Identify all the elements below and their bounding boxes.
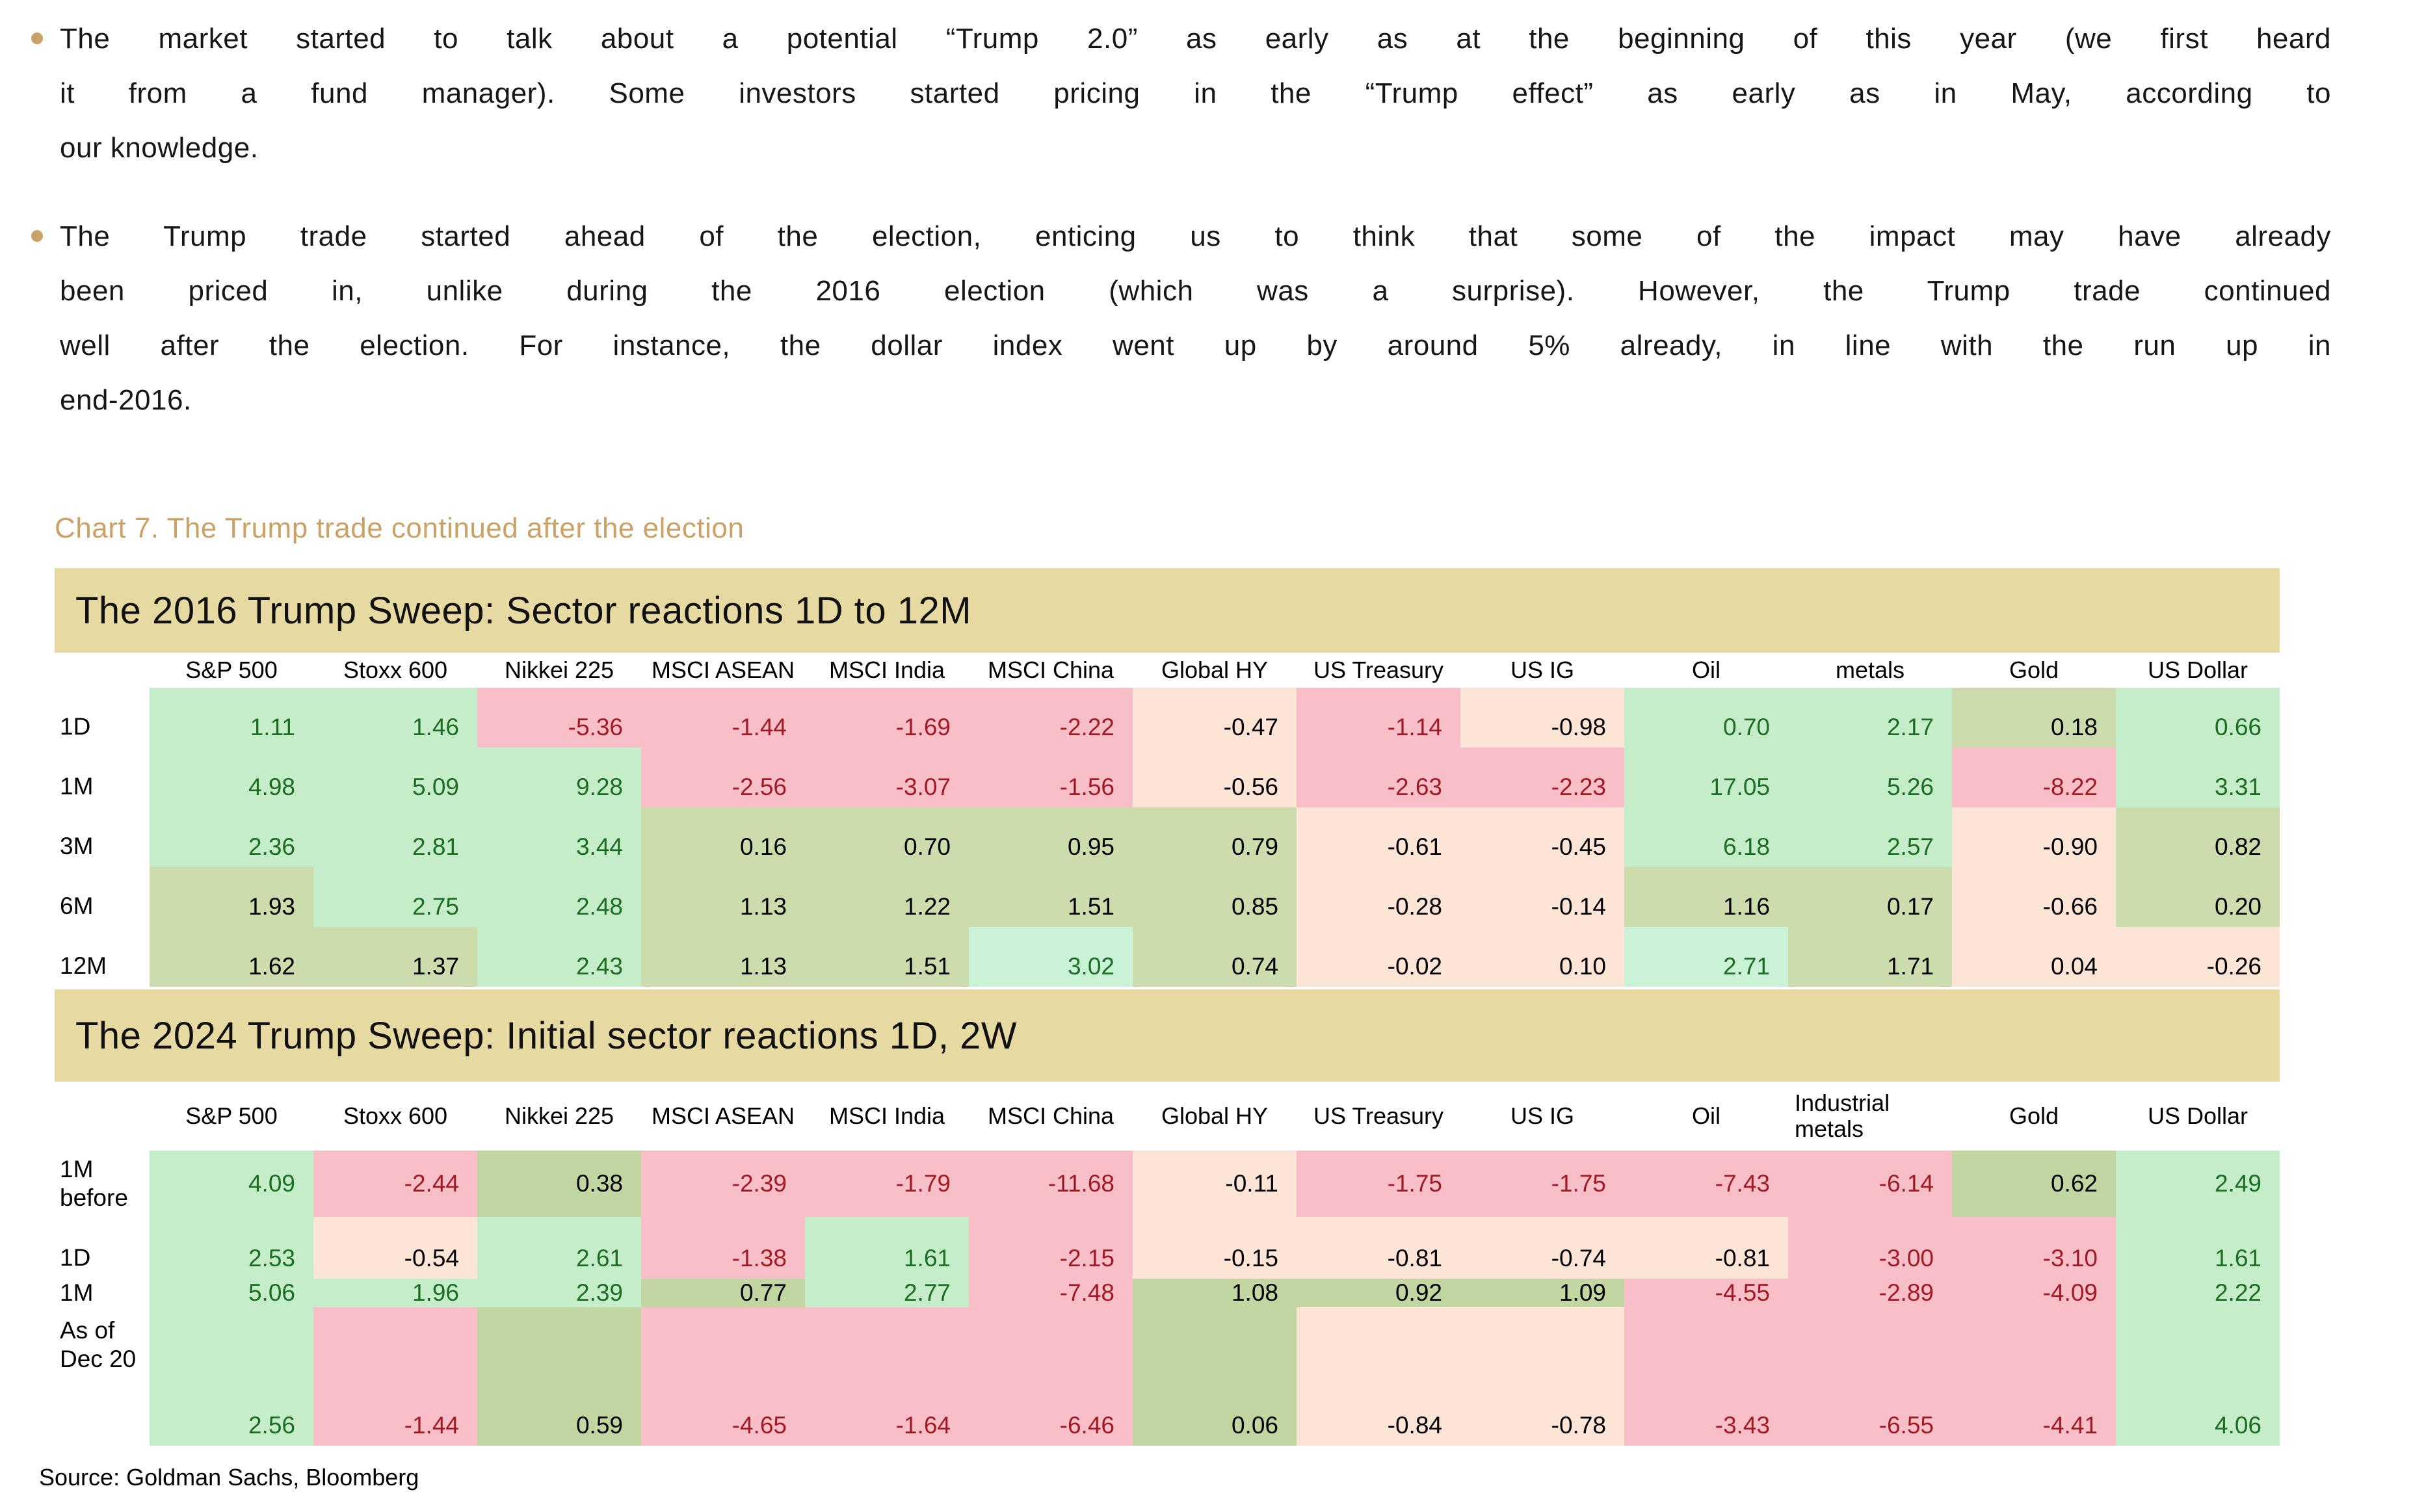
- value-cell: -0.47: [1133, 688, 1297, 748]
- heatmap-table-1: [55, 568, 2280, 987]
- value-cell: 2.71: [1624, 927, 1788, 987]
- bullet-item: [31, 209, 2331, 428]
- table-title: The 2016 Trump Sweep: Sector reactions 1D to 12M: [75, 589, 972, 632]
- column-header: Gold: [2009, 1102, 2059, 1129]
- value-cell: 5.06: [150, 1279, 313, 1307]
- value-cell: -1.75: [1460, 1151, 1624, 1217]
- value-cell: 1.96: [313, 1279, 477, 1307]
- value-cell: -0.66: [1952, 867, 2116, 927]
- value-cell: 0.95: [969, 807, 1133, 867]
- value-cell: -0.74: [1460, 1217, 1624, 1279]
- table-title-band: [55, 989, 2280, 1082]
- value-cell: -0.81: [1624, 1217, 1788, 1279]
- row-label-line: 6M: [60, 893, 94, 920]
- row-label-line: 1D: [60, 1244, 91, 1271]
- bullet-line: The Trump trade started ahead of the election, enticing us to think that some of the impact may have already: [60, 220, 2331, 252]
- value-cell: -7.48: [969, 1279, 1133, 1307]
- row-label: [55, 1307, 150, 1446]
- value-cell: 1.09: [1460, 1279, 1624, 1307]
- value-cell: 1.51: [805, 927, 969, 987]
- row-label: [55, 927, 150, 987]
- value-cell: 2.75: [313, 867, 477, 927]
- column-header: Oil: [1692, 1102, 1721, 1129]
- bullet-line: our knowledge.: [60, 132, 259, 164]
- chart-caption: Chart 7. The Trump trade continued after the election: [55, 512, 745, 544]
- value-cell: -2.22: [969, 688, 1133, 748]
- value-cell: -0.26: [2116, 927, 2280, 987]
- column-header: US Treasury: [1313, 1102, 1444, 1129]
- heatmap-grid: [55, 1082, 2280, 1446]
- value-cell: 0.59: [477, 1307, 641, 1446]
- value-cell: 0.79: [1133, 807, 1297, 867]
- value-cell: 3.44: [477, 807, 641, 867]
- bullet-dot: [31, 230, 43, 242]
- value-cell: 0.10: [1460, 927, 1624, 987]
- value-cell: 1.61: [805, 1217, 969, 1279]
- value-cell: 4.09: [150, 1151, 313, 1217]
- column-header: Nikkei 225: [504, 1102, 614, 1129]
- value-cell: 1.08: [1133, 1279, 1297, 1307]
- value-cell: -5.36: [477, 688, 641, 748]
- value-cell: 2.53: [150, 1217, 313, 1279]
- column-header: US Dollar: [2147, 656, 2248, 683]
- value-cell: -1.56: [969, 748, 1133, 807]
- column-header: Industrial metals: [1795, 1089, 1890, 1142]
- value-cell: 1.37: [313, 927, 477, 987]
- row-label: [55, 807, 150, 867]
- bullet-line: well after the election. For instance, the dollar index went up by around 5% already, in line with the run up in: [60, 330, 2331, 361]
- value-cell: 2.57: [1788, 807, 1952, 867]
- value-cell: 2.17: [1788, 688, 1952, 748]
- value-cell: 0.74: [1133, 927, 1297, 987]
- row-label-line: before: [60, 1184, 128, 1211]
- tables-area: [55, 568, 2280, 1446]
- value-cell: -0.90: [1952, 807, 2116, 867]
- value-cell: 0.17: [1788, 867, 1952, 927]
- value-cell: -0.84: [1297, 1307, 1460, 1446]
- value-cell: -0.98: [1460, 688, 1624, 748]
- value-cell: -6.14: [1788, 1151, 1952, 1217]
- value-cell: 4.06: [2116, 1307, 2280, 1446]
- value-cell: 2.22: [2116, 1279, 2280, 1307]
- value-cell: -3.10: [1952, 1217, 2116, 1279]
- row-label-line: 1M: [60, 773, 94, 800]
- value-cell: 0.85: [1133, 867, 1297, 927]
- column-header: MSCI India: [828, 656, 945, 683]
- row-label: [55, 1151, 150, 1217]
- value-cell: -7.43: [1624, 1151, 1788, 1217]
- corner-cell: [55, 653, 150, 688]
- value-cell: 2.77: [805, 1279, 969, 1307]
- value-cell: 1.16: [1624, 867, 1788, 927]
- column-header: Stoxx 600: [343, 1102, 448, 1129]
- value-cell: -6.46: [969, 1307, 1133, 1446]
- value-cell: -1.69: [805, 688, 969, 748]
- column-header: Gold: [2009, 656, 2059, 683]
- row-label-line: 3M: [60, 833, 94, 860]
- column-header: US IG: [1510, 1102, 1574, 1129]
- value-cell: 1.71: [1788, 927, 1952, 987]
- value-cell: -2.15: [969, 1217, 1133, 1279]
- column-header: MSCI China: [987, 656, 1114, 683]
- value-cell: 17.05: [1624, 748, 1788, 807]
- value-cell: 1.93: [150, 867, 313, 927]
- row-label: [55, 1279, 150, 1307]
- bullet-list: [31, 12, 2331, 428]
- value-cell: -1.75: [1297, 1151, 1460, 1217]
- value-cell: -0.81: [1297, 1217, 1460, 1279]
- value-cell: 5.09: [313, 748, 477, 807]
- column-header: Nikkei 225: [504, 656, 614, 683]
- value-cell: -4.41: [1952, 1307, 2116, 1446]
- value-cell: -1.44: [313, 1307, 477, 1446]
- bullet-line: it from a fund manager). Some investors started pricing in the “Trump effect” as early as in May, according to: [60, 77, 2331, 109]
- value-cell: -1.44: [641, 688, 805, 748]
- heatmap-grid: [55, 653, 2280, 987]
- row-label-line: 1D: [60, 713, 91, 740]
- value-cell: 4.98: [150, 748, 313, 807]
- value-cell: 0.20: [2116, 867, 2280, 927]
- value-cell: 6.18: [1624, 807, 1788, 867]
- value-cell: 2.81: [313, 807, 477, 867]
- value-cell: -0.02: [1297, 927, 1460, 987]
- column-header: MSCI India: [828, 1102, 945, 1129]
- value-cell: -3.43: [1624, 1307, 1788, 1446]
- value-cell: -0.14: [1460, 867, 1624, 927]
- value-cell: -1.14: [1297, 688, 1460, 748]
- bullet-text: [60, 209, 2331, 428]
- value-cell: -0.45: [1460, 807, 1624, 867]
- bullet-text: [60, 12, 2331, 176]
- value-cell: 0.06: [1133, 1307, 1297, 1446]
- value-cell: 3.02: [969, 927, 1133, 987]
- column-header: MSCI China: [987, 1102, 1114, 1129]
- value-cell: -4.09: [1952, 1279, 2116, 1307]
- column-header: US Dollar: [2147, 1102, 2248, 1129]
- value-cell: -8.22: [1952, 748, 2116, 807]
- value-cell: -2.56: [641, 748, 805, 807]
- row-label-line: 1M: [60, 1279, 94, 1307]
- row-label: [55, 1217, 150, 1279]
- value-cell: -0.28: [1297, 867, 1460, 927]
- value-cell: 0.70: [1624, 688, 1788, 748]
- value-cell: 2.36: [150, 807, 313, 867]
- row-label-line: As of: [60, 1317, 115, 1344]
- value-cell: 1.13: [641, 927, 805, 987]
- value-cell: -1.64: [805, 1307, 969, 1446]
- value-cell: -4.65: [641, 1307, 805, 1446]
- value-cell: 2.39: [477, 1279, 641, 1307]
- column-header: US Treasury: [1313, 656, 1444, 683]
- column-header: Global HY: [1161, 656, 1269, 683]
- column-header: Oil: [1692, 656, 1721, 683]
- bullet-item: [31, 12, 2331, 176]
- column-header: S&P 500: [185, 656, 278, 683]
- value-cell: 0.62: [1952, 1151, 2116, 1217]
- bullet-dot: [31, 33, 43, 44]
- column-header: MSCI ASEAN: [651, 1102, 795, 1129]
- value-cell: -0.56: [1133, 748, 1297, 807]
- column-header: US IG: [1510, 656, 1574, 683]
- bullet-line: been priced in, unlike during the 2016 election (which was a surprise). However, the Trump trade continued: [60, 275, 2331, 307]
- bullet-line: end-2016.: [60, 384, 192, 416]
- value-cell: -2.63: [1297, 748, 1460, 807]
- row-label-line: 12M: [60, 952, 107, 980]
- row-label: [55, 867, 150, 927]
- value-cell: 1.61: [2116, 1217, 2280, 1279]
- table-title-band: [55, 568, 2280, 653]
- value-cell: 2.48: [477, 867, 641, 927]
- value-cell: -0.61: [1297, 807, 1460, 867]
- value-cell: -4.55: [1624, 1279, 1788, 1307]
- value-cell: 2.43: [477, 927, 641, 987]
- value-cell: 0.70: [805, 807, 969, 867]
- value-cell: 3.31: [2116, 748, 2280, 807]
- row-label-line: 1M: [60, 1156, 94, 1183]
- value-cell: -2.23: [1460, 748, 1624, 807]
- value-cell: 1.22: [805, 867, 969, 927]
- value-cell: 1.51: [969, 867, 1133, 927]
- value-cell: -1.38: [641, 1217, 805, 1279]
- value-cell: 1.11: [150, 688, 313, 748]
- value-cell: -2.44: [313, 1151, 477, 1217]
- value-cell: 2.61: [477, 1217, 641, 1279]
- value-cell: -0.11: [1133, 1151, 1297, 1217]
- source-note: Source: Goldman Sachs, Bloomberg: [39, 1464, 419, 1491]
- report-page: [0, 12, 2413, 1512]
- value-cell: -0.54: [313, 1217, 477, 1279]
- value-cell: -0.15: [1133, 1217, 1297, 1279]
- value-cell: 9.28: [477, 748, 641, 807]
- value-cell: -2.39: [641, 1151, 805, 1217]
- value-cell: 0.66: [2116, 688, 2280, 748]
- row-label: [55, 748, 150, 807]
- value-cell: 1.13: [641, 867, 805, 927]
- corner-cell: [55, 1082, 150, 1151]
- value-cell: -0.78: [1460, 1307, 1624, 1446]
- value-cell: -1.79: [805, 1151, 969, 1217]
- value-cell: 1.46: [313, 688, 477, 748]
- value-cell: -6.55: [1788, 1307, 1952, 1446]
- column-header: Global HY: [1161, 1102, 1269, 1129]
- value-cell: 0.16: [641, 807, 805, 867]
- value-cell: -3.07: [805, 748, 969, 807]
- value-cell: 0.18: [1952, 688, 2116, 748]
- column-header: Stoxx 600: [343, 656, 448, 683]
- row-label: [55, 688, 150, 748]
- row-label-line: Dec 20: [60, 1345, 137, 1372]
- value-cell: -11.68: [969, 1151, 1133, 1217]
- value-cell: 0.77: [641, 1279, 805, 1307]
- value-cell: 0.38: [477, 1151, 641, 1217]
- column-header: S&P 500: [185, 1102, 278, 1129]
- bullet-line: The market started to talk about a potential “Trump 2.0” as early as at the beginning of this year (we first heard: [60, 23, 2331, 55]
- value-cell: 0.92: [1297, 1279, 1460, 1307]
- value-cell: 1.62: [150, 927, 313, 987]
- table-title: The 2024 Trump Sweep: Initial sector reactions 1D, 2W: [75, 1014, 1018, 1057]
- value-cell: 5.26: [1788, 748, 1952, 807]
- value-cell: -3.00: [1788, 1217, 1952, 1279]
- column-header: MSCI ASEAN: [651, 656, 795, 683]
- value-cell: -2.89: [1788, 1279, 1952, 1307]
- heatmap-table-2: [55, 989, 2280, 1446]
- column-header: metals: [1835, 656, 1905, 683]
- value-cell: 2.49: [2116, 1151, 2280, 1217]
- value-cell: 0.04: [1952, 927, 2116, 987]
- value-cell: 0.82: [2116, 807, 2280, 867]
- value-cell: 2.56: [150, 1307, 313, 1446]
